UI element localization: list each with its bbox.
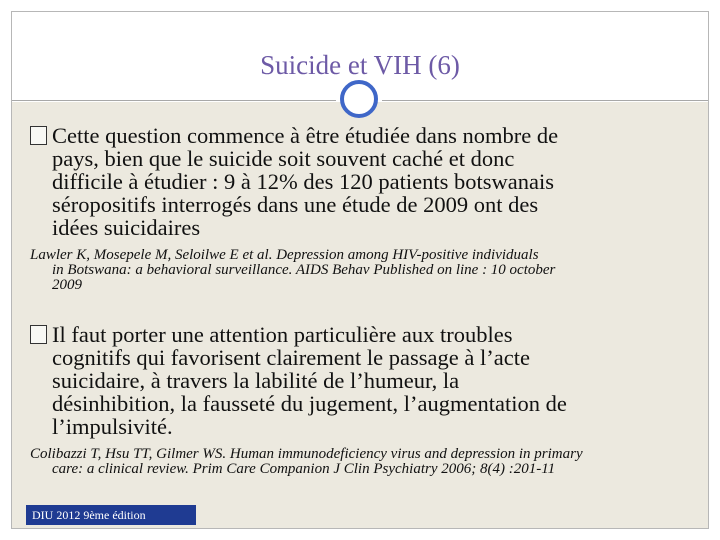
- bullet-2-line-4: désinhibition, la fausseté du jugement, l’augmentation de: [52, 391, 567, 416]
- footer-text: DIU 2012 9ème édition: [32, 508, 146, 522]
- reference-2: [30, 447, 700, 477]
- reference-1-line-1: Lawler K, Mosepele M, Seloilwe E et al. Depression among HIV-positive individuals: [30, 247, 539, 263]
- bullet-1-line-2: pays, bien que le suicide soit souvent caché et donc: [52, 146, 515, 171]
- reference-1: [30, 248, 700, 293]
- bullet-2-line-5: l’impulsivité.: [52, 414, 173, 439]
- reference-1-line-2: in Botswana: a behavioral surveillance. AIDS Behav Published on line : 10 october: [52, 262, 556, 278]
- slide-title: Suicide et VIH (6): [260, 50, 460, 80]
- bullet-1-line-5: idées suicidaires: [52, 215, 201, 240]
- ring-divider-icon: [340, 80, 378, 118]
- reference-1-line-3: 2009: [52, 277, 82, 293]
- reference-2-line-1: Colibazzi T, Hsu TT, Gilmer WS. Human immunodeficiency virus and depression in primary: [30, 446, 583, 462]
- divider-line-left: [12, 100, 336, 101]
- bullet-1-line-3: difficile à étudier : 9 à 12% des 120 patients botswanais: [52, 169, 554, 194]
- bullet-2-line-1: Il faut porter une attention particulière aux troubles: [52, 322, 513, 347]
- bullet-1-line-1: Cette question commence à être étudiée dans nombre de: [52, 123, 559, 148]
- bullet-1-line-4: séropositifs interrogés dans une étude de 2009 ont des: [52, 192, 539, 217]
- bullet-2-line-3: suicidaire, à travers la labilité de l’humeur, la: [52, 368, 460, 393]
- bullet-2-line-2: cognitifs qui favorisent clairement le passage à l’acte: [52, 345, 530, 370]
- bullet-point-1: [30, 124, 700, 239]
- divider-line-right: [382, 100, 708, 101]
- hollow-square-bullet-icon: [30, 325, 47, 344]
- hollow-square-bullet-icon: [30, 126, 47, 145]
- bullet-point-2: [30, 323, 700, 438]
- reference-2-line-2: care: a clinical review. Prim Care Companion J Clin Psychiatry 2006; 8(4) :201-11: [52, 461, 556, 477]
